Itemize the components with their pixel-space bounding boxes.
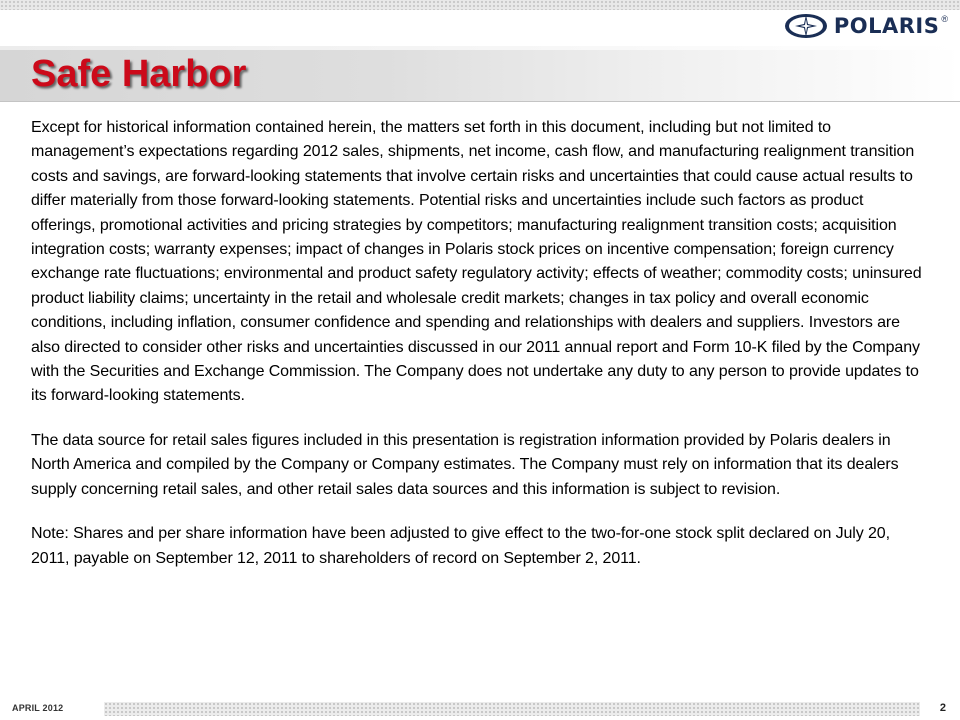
footer-dotted-stripe [104, 702, 920, 716]
page-number: 2 [939, 702, 946, 714]
title-banner [0, 46, 960, 102]
data-source-paragraph: The data source for retail sales figures included in this presentation is registration information provided by Polaris dealers in North America and compiled by the Company or Company estimates. The Company must rely on information that its dealers supply concerning retail sales, and other retail sales data sources and this information is subject to revision. [31, 431, 899, 498]
stock-split-note-paragraph: Note: Shares and per share information have been adjusted to give effect to the two-for-one stock split declared on July 20, 2011, payable on September 12, 2011 to shareholders of record on September 2, 2011. [31, 525, 890, 567]
polaris-logo [784, 12, 948, 40]
body-content [31, 116, 931, 591]
logo-wordmark: POLARIS [833, 13, 940, 38]
polaris-star-logo-icon [784, 13, 828, 39]
slide-title: Safe Harbor [31, 53, 247, 95]
registered-mark: ® [941, 14, 948, 24]
footer [0, 690, 960, 720]
safe-harbor-paragraph: Except for historical information contained herein, the matters set forth in this document, including but not limited to management’s expectations regarding 2012 sales, shipments, net income, cash flow, and manufacturing realignment transition costs and savings, are forward-looking statements that involve certain risks and uncertainties that could cause actual results to differ materially from those forward-looking statements. Potential risks and uncertainties include such factors as product offerings, promotional activities and pricing strategies by competitors; manufacturing realignment transition costs; acquisition integration costs; warranty expenses; impact of changes in Polaris stock prices on incentive compensation; foreign currency exchange rate fluctuations; environmental and product safety regulatory activity; effects of weather; commodity costs; uninsured product liability claims; uncertainty in the retail and wholesale credit markets; changes in tax policy and overall economic conditions, including inflation, consumer confidence and spending and relationships with dealers and suppliers. Investors are also directed to consider other risks and uncertainties discussed in our 2011 annual report and Form 10-K filed by the Company with the Securities and Exchange Commission. The Company does not undertake any duty to any person to provide updates to its forward-looking statements. [31, 119, 922, 405]
top-dotted-stripe [0, 0, 960, 10]
footer-date: APRIL 2012 [12, 703, 64, 713]
